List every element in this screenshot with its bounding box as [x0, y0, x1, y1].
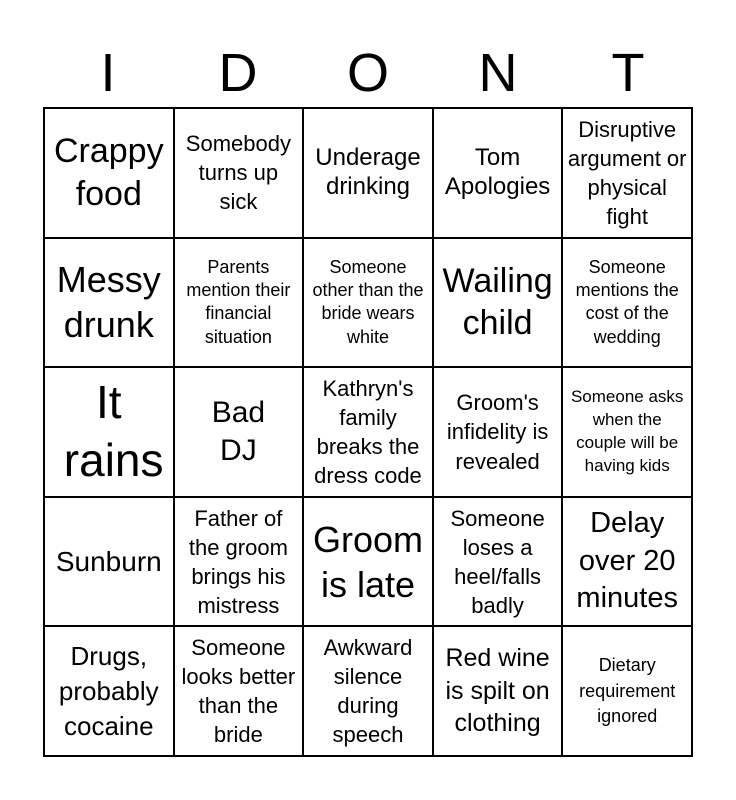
- bingo-cell[interactable]: [44, 626, 174, 756]
- bingo-cell[interactable]: [44, 497, 174, 627]
- bingo-cell[interactable]: [433, 626, 563, 756]
- cell-text: Bad DJ: [211, 396, 266, 467]
- bingo-cell[interactable]: [433, 367, 563, 497]
- bingo-cell[interactable]: [562, 497, 692, 627]
- cell-text: Groom is late: [312, 518, 423, 605]
- cell-text: Someone looks better than the bride: [181, 635, 296, 748]
- bingo-cell[interactable]: [44, 238, 174, 368]
- cell-text: Somebody turns up sick: [185, 131, 291, 215]
- bingo-cell[interactable]: [303, 108, 433, 238]
- cell-text: It rains: [63, 376, 164, 486]
- bingo-header: [43, 40, 693, 106]
- bingo-cell[interactable]: [174, 108, 304, 238]
- bingo-cell[interactable]: [174, 626, 304, 756]
- cell-text: Someone asks when the couple will be having kids: [570, 387, 684, 475]
- bingo-cell[interactable]: [303, 497, 433, 627]
- cell-text: Underage drinking: [315, 144, 421, 200]
- bingo-cell[interactable]: [174, 238, 304, 368]
- cell-text: Red wine is spilt on clothing: [445, 644, 550, 738]
- bingo-cell[interactable]: [303, 367, 433, 497]
- bingo-cell[interactable]: [433, 108, 563, 238]
- cell-text: Dietary requirement ignored: [579, 655, 676, 726]
- cell-text: Crappy food: [53, 132, 164, 213]
- bingo-cell[interactable]: [562, 108, 692, 238]
- bingo-cell[interactable]: [174, 497, 304, 627]
- cell-text: Drugs, probably cocaine: [58, 640, 159, 741]
- bingo-cell[interactable]: [303, 238, 433, 368]
- header-letter-n: N: [478, 43, 518, 103]
- bingo-cell[interactable]: [44, 108, 174, 238]
- bingo-cell[interactable]: [303, 626, 433, 756]
- bingo-board: [43, 107, 693, 757]
- cell-text: Father of the groom brings his mistress: [188, 505, 288, 618]
- cell-text: Someone mentions the cost of the wedding: [575, 256, 679, 347]
- header-letter-o: O: [346, 43, 389, 103]
- bingo-cell[interactable]: [433, 238, 563, 368]
- header-letter-i: I: [100, 43, 116, 103]
- cell-text: Disruptive argument or physical fight: [567, 116, 687, 229]
- cell-text: Awkward silence during speech: [323, 635, 413, 748]
- cell-text: Messy drunk: [56, 259, 161, 346]
- bingo-cell[interactable]: [562, 626, 692, 756]
- cell-text: Groom's infidelity is revealed: [446, 390, 549, 474]
- cell-text: Parents mention their financial situation: [186, 256, 291, 347]
- bingo-cell[interactable]: [562, 367, 692, 497]
- cell-text: Someone other than the bride wears white: [312, 256, 424, 347]
- cell-text: Sunburn: [55, 545, 162, 577]
- bingo-cell[interactable]: [44, 367, 174, 497]
- cell-text: Someone loses a heel/falls badly: [450, 505, 545, 618]
- cell-text: Kathryn's family breaks the dress code: [314, 375, 422, 489]
- cell-text: Delay over 20 minutes: [576, 507, 678, 615]
- bingo-cell[interactable]: [562, 238, 692, 368]
- cell-text: Wailing child: [442, 261, 553, 343]
- header-letter-t: T: [611, 43, 645, 103]
- bingo-cell[interactable]: [174, 367, 304, 497]
- cell-text: Tom Apologies: [444, 144, 551, 200]
- bingo-cell[interactable]: [433, 497, 563, 627]
- header-letter-d: D: [218, 43, 258, 103]
